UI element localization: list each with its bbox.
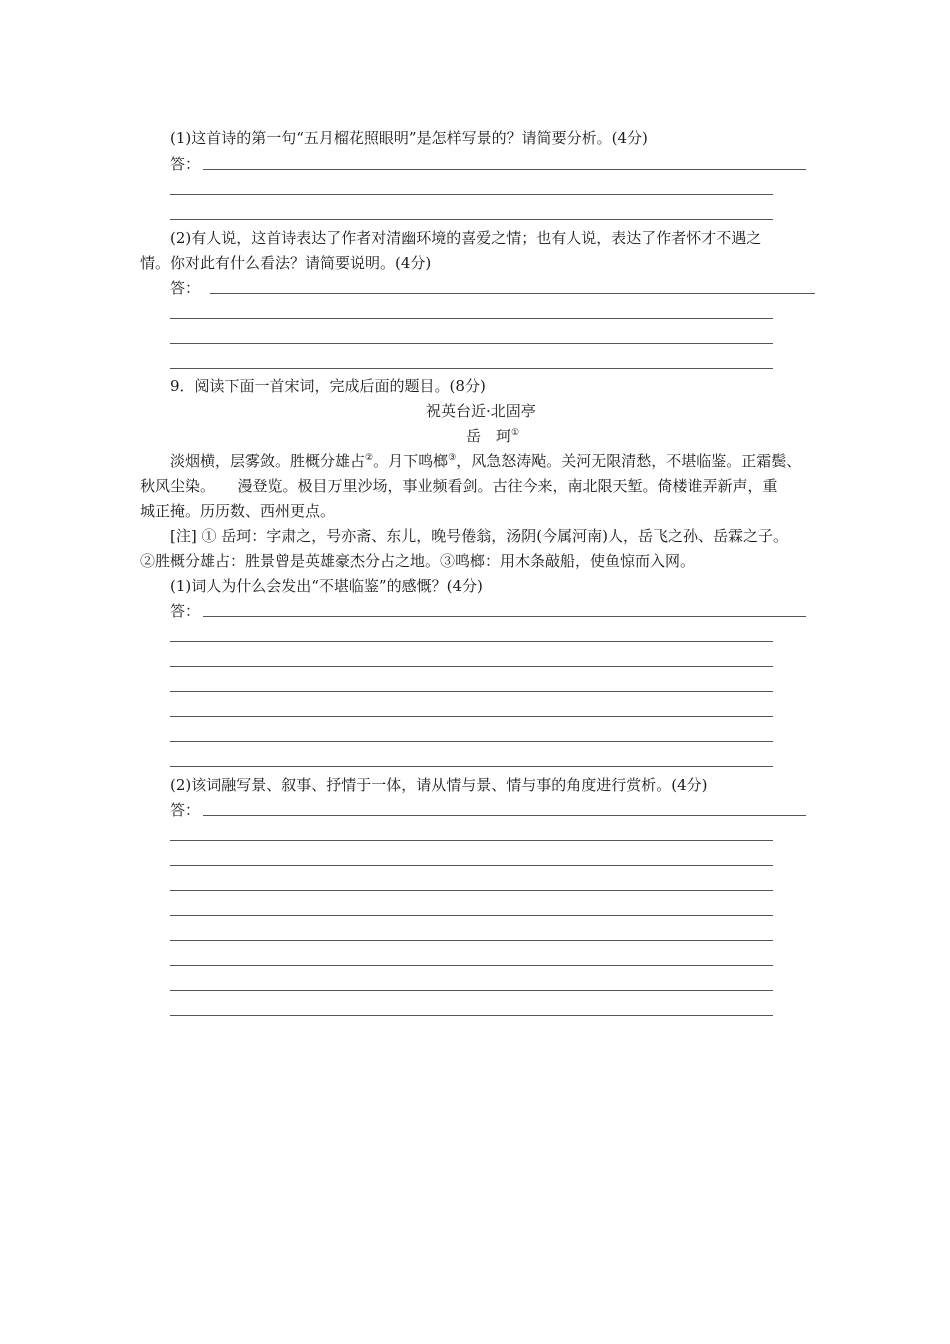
q9-sub2-question: (2)该词融写景、叙事、抒情于一体，请从情与景、情与事的角度进行赏析。(4分)	[170, 776, 708, 794]
answer-line	[170, 318, 773, 319]
poem-title: 祝英台近·北固亭	[426, 402, 536, 420]
q9-sub1-question: (1)词人为什么会发出“不堪临鉴”的感慨？(4分)	[170, 577, 483, 595]
footnote-mark: ③	[448, 453, 457, 463]
q8-sub1-answer-label: 答：	[170, 155, 201, 173]
answer-line	[170, 890, 773, 891]
q8-sub2-answer-label: 答：	[170, 279, 201, 297]
answer-line	[170, 666, 773, 667]
answer-line	[170, 219, 773, 220]
q9-sub1-answer-label: 答：	[170, 602, 201, 620]
answer-line	[170, 865, 773, 866]
answer-line	[170, 766, 773, 767]
answer-line	[170, 990, 773, 991]
q8-sub2-question-line2: 情。你对此有什么看法？请简要说明。(4分)	[140, 254, 432, 272]
poem-line-1: 淡烟横，层雾敛。胜概分雄占②。月下鸣榔③，风急怒涛飐。关河无限清愁，不堪临鉴。正霜鬓、	[170, 452, 802, 470]
answer-line	[170, 641, 773, 642]
answer-line	[170, 965, 773, 966]
answer-line	[203, 815, 806, 816]
q8-sub1-question: (1)这首诗的第一句“五月榴花照眼明”是怎样写景的？请简要分析。(4分)	[170, 129, 648, 147]
answer-line	[203, 169, 806, 170]
answer-line	[170, 343, 773, 344]
answer-line	[170, 741, 773, 742]
answer-line	[170, 716, 773, 717]
poem-author: 岳 珂①	[466, 427, 520, 445]
answer-line	[170, 940, 773, 941]
note-line-2: ②胜概分雄占：胜景曾是英雄豪杰分占之地。③鸣榔：用木条敲船，使鱼惊而入网。	[140, 552, 696, 570]
answer-line	[170, 1015, 773, 1016]
q8-sub2-question-line1: (2)有人说，这首诗表达了作者对清幽环境的喜爱之情；也有人说，表达了作者怀才不遇之	[170, 229, 762, 247]
answer-line	[170, 691, 773, 692]
note-line-1: [注] ① 岳珂：字肃之，号亦斋、东儿，晚号倦翁，汤阴(今属河南)人，岳飞之孙、岳霖之子。	[170, 527, 788, 545]
poem-line-2: 秋风尘染。 漫登览。极目万里沙场，事业频看剑。古往今来，南北限天堑。倚楼谁弄新声，重	[140, 477, 778, 495]
footnote-mark: ②	[365, 453, 374, 463]
answer-line	[203, 616, 806, 617]
answer-line	[170, 194, 773, 195]
answer-line	[170, 368, 773, 369]
q9-sub2-answer-label: 答：	[170, 801, 201, 819]
answer-line	[170, 840, 773, 841]
footnote-mark: ①	[511, 428, 520, 438]
answer-line	[210, 293, 815, 294]
q9-instruction: 9．阅读下面一首宋词，完成后面的题目。(8分)	[170, 377, 486, 395]
answer-line	[170, 915, 773, 916]
poem-line-3: 城正掩。历历数、西州更点。	[140, 502, 336, 520]
